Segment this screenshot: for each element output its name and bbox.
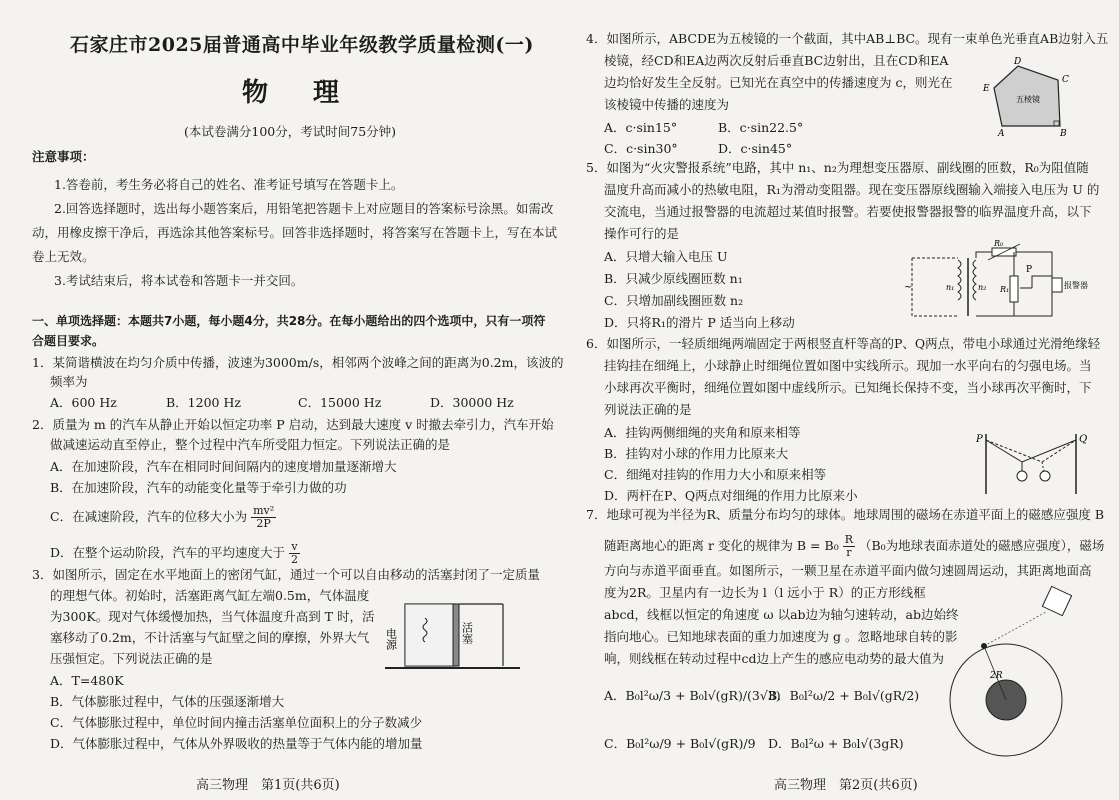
- q2-option-c-denominator: 2P: [256, 517, 271, 530]
- q3-stem-2: 的理想气体。初始时，活塞距离气缸左端0.5m，气体温度: [50, 588, 370, 603]
- q6-stem: 6．如图所示，一轻质细绳两端固定于两根竖直杆等高的P、Q两点，带电小球通过光滑绝缘轻: [586, 336, 1101, 351]
- q3-option-d: D．气体膨胀过程中，气体从外界吸收的热量等于气体内能的增加量: [50, 736, 423, 751]
- q2-stem: 2．质量为 m 的汽车从静止开始以恒定功率 P 启动，达到最大速度 v 时撤去牵引力，汽车开始: [32, 417, 554, 432]
- footer-page-2: 高三物理 第2页(共6页): [774, 778, 918, 793]
- q1-option-c: C．15000 Hz: [298, 395, 382, 410]
- hook-dashed: [1042, 462, 1044, 472]
- label-p-point: P: [976, 434, 983, 445]
- gas-shading: [405, 604, 455, 666]
- q4-option-a: A．c·sin15°: [604, 120, 678, 135]
- q3-stem-4: 塞移动了0.2m，不计活塞与气缸壁之间的摩擦，外界大气: [50, 630, 370, 645]
- q2-option-c: [50, 505, 276, 530]
- q4-stem: 4．如图所示，ABCDE为五棱镜的一个截面，其中AB⊥BC。现有一束单色光垂直AB边射入五: [586, 31, 1109, 46]
- q5-circuit-figure: [902, 238, 1092, 328]
- label-piston: 活塞: [460, 622, 474, 644]
- q1-stem-cont: 频率为: [50, 374, 88, 389]
- primary-coil: [958, 260, 961, 300]
- section-1-heading-cont: 合题目要求。: [32, 334, 105, 348]
- section-1-heading: 一、单项选择题：本题共7小题，每小题4分，共28分。在每小题给出的四个选项中，只有一项符: [32, 314, 546, 328]
- q1-option-d: D．30000 Hz: [430, 395, 514, 410]
- label-n2: n₂: [978, 283, 987, 292]
- q6-stem-4: 列说法正确的是: [604, 402, 692, 417]
- q2-option-d-numerator: v: [289, 541, 300, 554]
- notice-3: 3.考试结束后，将本试卷和答题卡一并交回。: [54, 273, 304, 288]
- q1-stem: 1．某简谐横波在均匀介质中传播，波速为3000m/s，相邻两个波峰之间的距离为0.2m，该波的: [32, 355, 564, 370]
- q2-option-a: A．在加速阶段，汽车在相同时间间隔内的速度增加量逐渐增大: [50, 459, 397, 474]
- q6-option-d: D．两杆在P、Q两点对细绳的作用力比原来小: [604, 488, 858, 503]
- q5-option-a: A．只增大输入电压 U: [604, 249, 728, 264]
- piston: [453, 604, 459, 666]
- right-page: [562, 0, 1119, 800]
- label-p: P: [1026, 265, 1033, 275]
- q3-cylinder-figure: [385, 596, 525, 676]
- q4-option-c: C．c·sin30°: [604, 141, 678, 156]
- q7-stem-5: abcd，线框以恒定的角速度 ω 以ab边为轴匀速转动，ab边始终: [604, 607, 959, 622]
- q7-option-a: A．B₀l²ω/3 + B₀l√(gR)/(3√3): [604, 688, 781, 703]
- alarm-device: [1052, 278, 1062, 292]
- q6-option-b: B．挂钩对小球的作用力比原来大: [604, 446, 789, 461]
- q7-stem-2-a: 随距离地心的距离 r 变化的规律为 B = B₀: [604, 538, 839, 553]
- q1-option-a: A．600 Hz: [50, 395, 117, 410]
- q3-option-c: C．气体膨胀过程中，单位时间内撞击活塞单位面积上的分子数减少: [50, 715, 423, 730]
- footer-page-1: 高三物理 第1页(共6页): [196, 778, 340, 793]
- q6-rope-figure: [972, 428, 1092, 498]
- label-q-point: Q: [1079, 434, 1088, 445]
- q7-option-d: D．B₀l²ω + B₀l√(3gR): [768, 736, 904, 751]
- q6-stem-3: 小球再次平衡时，细绳位置如图中虚线所示。已知绳长保持不变，当小球再次平衡时，下: [604, 380, 1092, 395]
- q2-option-d: [50, 541, 300, 566]
- q5-stem: 5．如图为“火灾警报系统”电路，其中 n₁、n₂为理想变压器原、副线圈的匝数，R₀为阻值随: [586, 160, 1089, 175]
- q4-stem-4: 该棱镜中传播的速度为: [604, 97, 730, 112]
- notice-1: 1.答卷前，考生务必将自己的姓名、准考证号填写在答题卡上。: [54, 177, 404, 192]
- ball-original: [1017, 471, 1027, 481]
- notice-2: 2.回答选择题时，选出每小题答案后，用铅笔把答题卡上对应题目的答案标号涂黑。如需改: [54, 201, 554, 216]
- label-alarm: 报警器: [1064, 281, 1088, 290]
- q4-pentaprism-figure: [980, 58, 1090, 138]
- q7-stem-2: [604, 534, 1104, 559]
- q7-stem-3: 方向与赤道平面垂直。如图所示，一颗卫星在赤道平面内做匀速圆周运动，其距离地面高: [604, 563, 1092, 578]
- q3-option-b: B．气体膨胀过程中，气体的压强逐渐增大: [50, 694, 285, 709]
- q5-option-d: D．只将R₁的滑片 P 适当向上移动: [604, 315, 795, 330]
- q2-option-d-fraction: [289, 541, 300, 566]
- q5-stem-4: 操作可行的是: [604, 226, 680, 241]
- vertex-c: C: [1062, 75, 1069, 85]
- q3-option-a: A．T=480K: [50, 673, 124, 688]
- label-power-source: 电源: [384, 628, 398, 650]
- q7-stem-2-b: （B₀为地球表面赤道处的磁感应强度），磁场: [858, 538, 1105, 553]
- notice-heading: 注意事项：: [32, 149, 95, 164]
- secondary-coil: [973, 260, 976, 300]
- q7-stem-7: 响，则线框在转动过程中cd边上产生的感应电动势的最大值为: [604, 651, 945, 666]
- notice-2-end: 卷上无效。: [32, 249, 95, 264]
- q5-stem-2: 温度升高而减小的热敏电阻，R₁为滑动变阻器。现在变压器原线圈输入端接入电压为 U 的: [604, 182, 1100, 197]
- q7-stem: 7．地球可视为半径为R、质量分布均匀的球体。地球周围的磁场在赤道平面上的磁感应强度 B: [586, 507, 1105, 522]
- q6-stem-2: 挂钩挂在细绳上，小球静止时细绳位置如图中实线所示。现加一水平向右的匀强电场。当: [604, 358, 1092, 373]
- q4-option-b: B．c·sin22.5°: [718, 120, 804, 135]
- q1-option-b: B．1200 Hz: [166, 395, 241, 410]
- vertex-e: E: [983, 84, 990, 94]
- q7-stem-4: 度为2R。卫星内有一边长为 l（l 远小于 R）的正方形线框: [604, 585, 926, 600]
- rope-solid: [986, 440, 1076, 462]
- prism-center-label: 五棱镜: [1016, 95, 1040, 104]
- q3-stem: 3．如图所示，固定在水平地面上的密闭气缸，通过一个可以自由移动的活塞封闭了一定质量: [32, 567, 540, 582]
- q2-option-b: B．在加速阶段，汽车的动能变化量等于牵引力做的功: [50, 480, 347, 495]
- rheostat-r1: [1010, 276, 1018, 302]
- vertex-b: B: [1060, 129, 1067, 139]
- q7-orbit-figure: [954, 582, 1114, 782]
- q5-option-b: B．只减少原线圈匝数 n₁: [604, 271, 743, 286]
- slider-wire: [1032, 276, 1052, 288]
- q2-option-c-text: C．在减速阶段，汽车的位移大小为: [50, 509, 248, 524]
- inset-pointer: [984, 612, 1046, 646]
- q6-option-a: A．挂钩两侧细绳的夹角和原来相等: [604, 425, 801, 440]
- notice-2-cont: 动，用橡皮擦干净后，再选涂其他答案标号。回答非选择题时，将答案写在答题卡上，写在本试: [32, 225, 558, 240]
- q2-option-c-fraction: [251, 505, 276, 530]
- label-n1: n₁: [946, 283, 955, 292]
- q2-option-d-denominator: 2: [291, 553, 299, 566]
- square-loop-inset: [1042, 586, 1071, 615]
- exam-info: (本试卷满分100分，考试时间75分钟): [184, 124, 397, 139]
- q2-option-d-text: D．在整个运动阶段，汽车的平均速度大于: [50, 545, 286, 560]
- q7-option-b: B．B₀l²ω/2 + B₀l√(gR/2): [768, 688, 920, 703]
- q7-fraction-num: R: [844, 533, 853, 546]
- label-2r: 2R: [990, 671, 1003, 681]
- q4-stem-2: 棱镜，经CD和EA边两次反射后垂直BC边射出，且在CD和EA: [604, 53, 949, 68]
- ac-source-symbol: ~: [904, 282, 913, 293]
- q6-option-c: C．细绳对挂钩的作用力大小和原来相等: [604, 467, 827, 482]
- q7-fraction: [843, 534, 855, 559]
- subject-title: 物 理: [242, 78, 358, 108]
- exam-title: 石家庄市2025届普通高中毕业年级教学质量检测(一): [70, 34, 534, 56]
- q7-option-c: C．B₀l²ω/9 + B₀l√(gR)/9: [604, 736, 756, 751]
- q4-option-d: D．c·sin45°: [718, 141, 793, 156]
- q4-stem-3: 边均恰好发生全反射。已知光在真空中的传播速度为 c，则光在: [604, 75, 953, 90]
- ball-new: [1040, 471, 1050, 481]
- q5-option-c: C．只增加副线圈匝数 n₂: [604, 293, 744, 308]
- q7-stem-6: 指向地心。已知地球表面的重力加速度为 g 。忽略地球自转的影: [604, 629, 958, 644]
- vertex-a: A: [998, 129, 1005, 139]
- q3-stem-5: 压强恒定。下列说法正确的是: [50, 651, 213, 666]
- label-r1: R₁: [1000, 285, 1010, 294]
- q7-fraction-den: r: [846, 546, 852, 559]
- q3-stem-3: 为300K。现对气体缓慢加热，当气体温度升高到 T 时，活: [50, 609, 375, 624]
- q5-stem-3: 交流电，当通过报警器的电流超过某值时报警。若要使报警器报警的临界温度升高，以下: [604, 204, 1092, 219]
- label-r0: R₀: [994, 239, 1004, 248]
- vertex-d: D: [1014, 57, 1022, 67]
- q2-stem-cont: 做减速运动直至停止，整个过程中汽车所受阻力恒定。下列说法正确的是: [50, 437, 451, 452]
- q2-option-c-numerator: mv²: [253, 504, 275, 517]
